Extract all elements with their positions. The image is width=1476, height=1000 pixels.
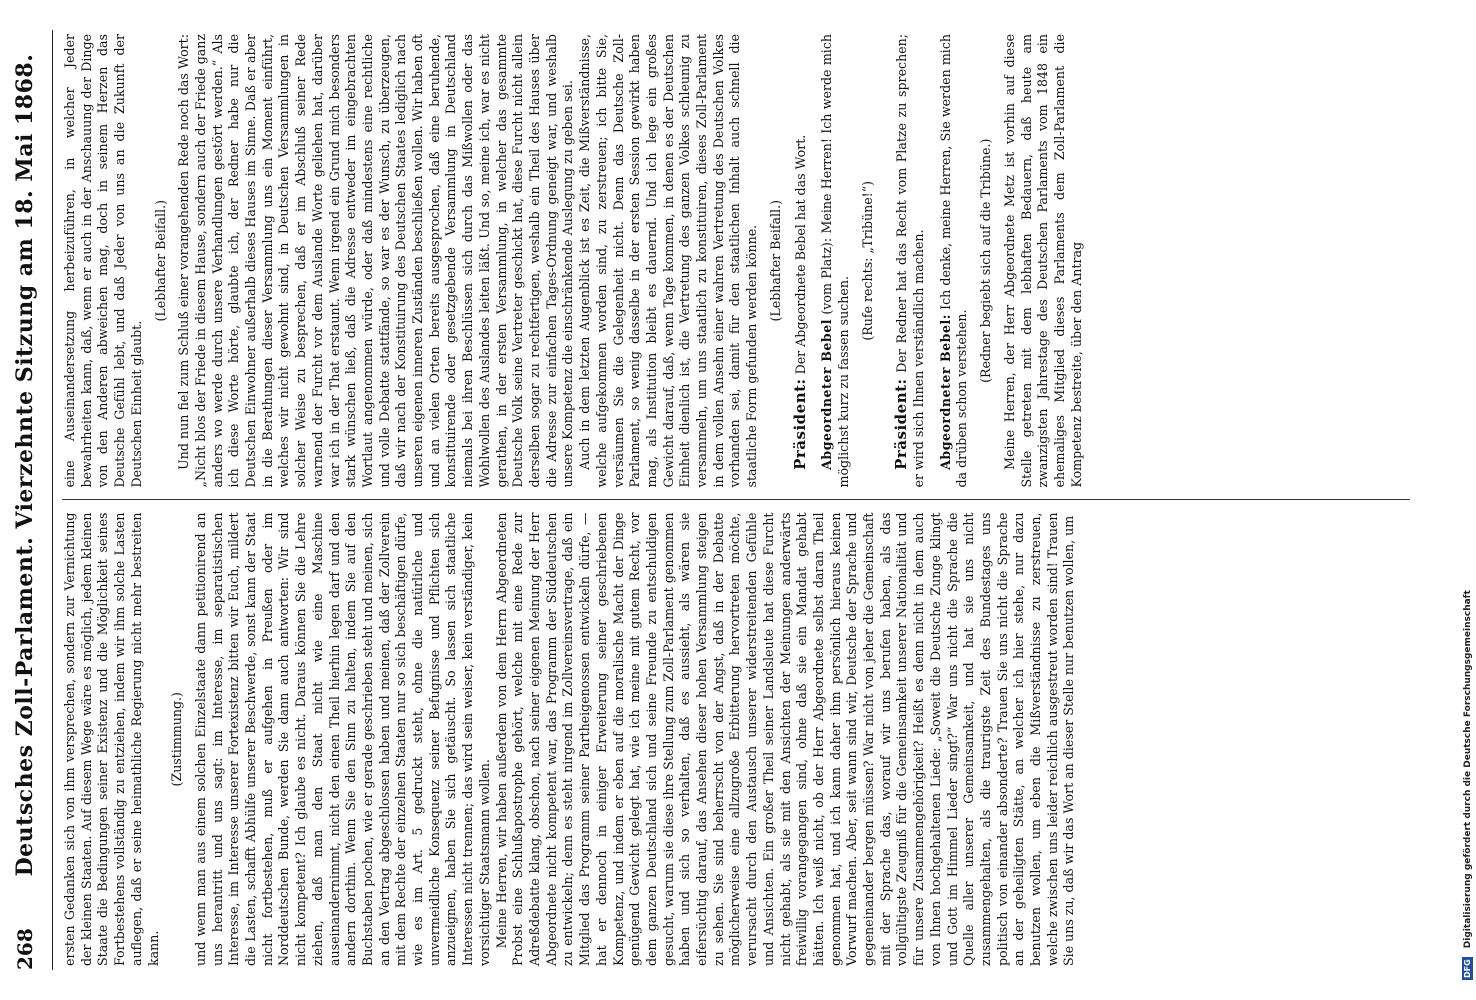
- speaker-label: Präsident:: [790, 378, 809, 470]
- paragraph: Meine Herren, wir haben außerdem von dem Herrn Abgeordneten Probst eine Schlußapostrophe gehört, welche mit eine Rede zur Adreßdebatte klang, obschon, nach seiner eigenen Meinung der Herr Abgeordnete nicht kompetent war, das Programm der Süddeutschen zu entwickeln; denn es steht nirgend im Zollvereinsvertrage, daß ein Mitglied das Programm seiner Partheigenossen entwickeln dürfe, — hat er dennoch in einiger Erweiterung seiner geschriebenen Kompetenz, und indem er eben auf die moralische Macht der Dinge genügend Gewicht gelegt hat, wie ich meine mit gutem Recht, vor dem ganzen Deutschland sich und seine Freunde zu entschuldigen gesucht, warum sie diese ihre Stellung zum Zoll-Parlament genommen haben und sich so verhalten, daß es aussieht, als wären sie eifersüchtig darauf, das Ansehen dieser hohen Versammlung steigen zu sehen. Sie sind beherrscht von der Angst, daß in der Debatte möglicherweise eine allzugroße Erbitterung hervortreten möchte, verursacht durch den Austausch unserer widerstreitenden Gefühle und Ansichten. Ein großer Theil seiner Landsleute hat diese Furcht nicht gehabt, als sie mit den Ansichten der Meinungen anderwärts freiwillig vorangegangen sind, ohne daß sie ein Mandat gehabt hätten. Ich weiß nicht, ob der Herr Abgeordnete selbst daran Theil genommen hat, und ich kann daher ihm persönlich hieraus keinen Vorwurf machen. Aber, seit wann sind wir, Deutsche der Sprache und gegeneinander bergen müssen? War nicht von jeher die Gemeinschaft mit der Sprache das, worauf wir uns berufen haben, als das vollgültigste Zeugniß für die Gemeinsamkeit unserer Nationalität und für unsere Zusammengehörigkeit? Heißt es denn nicht in dem auch von Ihnen hochgehaltenen Liede: „Soweit die Deutsche Zunge klingt und Gott im Himmel Lieder singt?“ War uns nicht die Sprache die Quelle aller unserer Gemeinsamkeit, und hat sie uns nicht zusammengehalten, als die traurigste Zeit des Bundestages uns politisch von einander absonderte? Trauen Sie uns nicht die Sprache an der geheiligten Stätte, an welcher ich hier stehe, nur dazu benutzen wollen, um eben die Mißverständnisse zu zerstreuen, welche zwischen uns leider reichlich ausgestreut worden sind! Trauen Sie uns zu, daß wir das Wort an dieser Stelle nur benutzen wollen, um: [493, 512, 1077, 966]
- paragraph: eine Auseinandersetzung herbeizuführen, in welcher Jeder bewahrheiten kann, daß, wenn er auch in der Anschauung der Dinge von den Anderen abweichen mag, doch in seinem Herzen das Deutsche Gefühl lebt, und daß Jeder von uns an die Zukunft der Deutschen Einheit glaubt.: [62, 34, 144, 488]
- speaker-label: Präsident:: [892, 378, 911, 470]
- paragraph: und wenn man aus einem solchen Einzelstaate dann petitionirend an uns herantritt und uns sagt: im Interesse, im separatistischen Interesse, im Interesse unserer Fortexistenz bitten wir Euch, mildert die Lasten, schafft Abhülfe unserer Beschwerde, sonst kann der Staat nicht fortbestehen, muß er aufgehen in Preußen oder im Norddeutschen Bunde, werden Sie dann auch antworten: Wir sind nicht kompetent? Ich glaube es nicht. Daraus können Sie die Lehre ziehen, daß man den Staat nicht wie eine Maschine auseinandernimmt, nicht den einen Theil hierhin legen darf und den andern dorthin. Wenn Sie den Sinn zu halten, indem Sie auf den Buchstaben pochen, wie er gerade geschrieben steht und meinen, sich an den Vertrag abgeschlossen haben und meinen, daß der Zollverein mit dem Rechte der einzelnen Staaten nur so sich beschäftigen dürfe, wie es im Art. 5 gedruckt steht, ohne die natürliche und unvermeidliche Konsequenz seiner Befugnisse und Pflichten sich anzueignen, haben Sie sich getäuscht. So lassen sich staatliche Interessen nicht trennen; das wird sein weiser, kein verständiger, kein vorsichtiger Staatsmann wollen.: [192, 512, 492, 966]
- speaker-label: Abgeordneter Bebel:: [937, 314, 953, 470]
- spacer: [928, 34, 938, 488]
- right-column: [62, 30, 1410, 492]
- speech-text: (vom Platz): Meine Herren! Ich werde mich möglichst kurz zu fassen suchen.: [819, 34, 851, 488]
- interjection-note: (Rufe rechts: „Tribüne!“): [859, 180, 875, 341]
- speech-text: Ich denke, meine Herren, Sie werden mich da drüben schon verstehen.: [937, 34, 970, 488]
- speech-text: Der Redner hat das Recht vom Platze zu sprechen; er wird sich Ihnen verständlich machen.: [894, 34, 927, 488]
- digitization-note: [1462, 20, 1474, 980]
- text-columns: [62, 30, 1410, 970]
- applause-note: (Lebhafter Beifall.): [152, 200, 168, 322]
- speaker-label: Abgeordneter Bebel: [819, 319, 835, 470]
- dfg-logo: DFG: [1463, 959, 1472, 978]
- paragraph: Auch in dem letzten Augenblick ist es Zeit, die Mißverständnisse, welche aufgekommen worden sind, zu zerstreuen; ich bitte Sie, versäumen Sie die Gelegenheit nicht. Denn das Deutsche Zoll-Parlament, so wenig dasselbe in der ersten Session gewirkt haben mag, als Institution bleibt es dauernd. Und ich lege ein großes Gewicht darauf, daß, wenn Tage kommen, in denen es der Deutschen Einheit dienlich ist, die Vertretung des ganzen Volkes schleunig zu versammeln, um uns staatlich zu konstituiren, dieses Zoll-Parlament in dem vollen Ansehn einer wahren Vertretung des Deutschen Volkes vorhanden sei, damit für den staatlichen Inhalt auch schnell die staatliche Form gefunden werden könne.: [577, 34, 760, 488]
- running-title: Deutsches Zoll-Parlament. Vierzehnte Sitzung am 18. Mai 1868.: [12, 53, 38, 877]
- page-header: [12, 30, 53, 970]
- column-divider: [62, 500, 1410, 501]
- speech-entry: [938, 34, 971, 488]
- paragraph: Meine Herren, der Herr Abgeordnete Metz ist vorhin auf diese Stelle getreten mit dem lebhaften Bedauern, daß heute am zwanzigsten Jahrestage des Deutschen Parlaments vom 1848 ein ehemaliges Mitglied dieses Parlaments dem Zoll-Parlament die Kompetenz bestreite, über den Antrag: [1001, 34, 1084, 488]
- speech-entry: [893, 34, 927, 488]
- stage-direction-note: (Redner begiebt sich auf die Tribüne.): [978, 138, 994, 383]
- paragraph: Und nun fiel zum Schluß einer vorangehenden Rede noch das Wort: „Nicht blos der Friede in diesem Hause, sondern auch der Friede ganz anders wo werde durch unsere Verhandlungen gestört werden.“ Als ich diese Worte hörte, glaubte ich, der Redner habe nur die Deutschen Einwohner außerhalb dieses Hauses im Sinne. Daß er aber in die Berathungen dieser Versammlung uns ein Moment einführt, welches wir nicht gewohnt sind, in Deutschen Versammlungen in solcher Weise zu besprechen, daß er im Abschluß seiner Rede warnend der Furcht vor dem Auslande Worte geliehen hat, darüber war ich in der That erstaunt. Wenn irgend ein Grund mich besonders stark wünschen ließ, daß die Adresse entweder im eingebrachten Wortlaut angenommen würde, oder daß mindestens eine rechtliche und volle Debatte stattfände, so war es der Wunsch, zu überzeugen, daß wir nach der Konstituirung des Deutschen Staates lediglich nach unseren eigenen inneren Zuständen beschließen wollen. Wir haben oft und an vielen Orten bereits ausgesprochen, daß eine beruhende, konstituirende oder gesetzgebende Versammlung in Deutschland niemals bei ihren Beschlüssen sich durch das Mißwollen oder das Wohlwollen des Auslandes leiten läßt. Und so, meine ich, war es nicht gerathen, in der ersten Versammlung, in welcher das gesammte Deutsche Volk seine Vertreter geschickt hat, diese Furcht nicht allein derselben sogar zu rechtfertigen, weshalb ein Theil des Hauses über die Adresse zur einfachen Tages-Ordnung geneigt war, und weshalb unsere Kompetenz die einschränkende Auslegung zu geben sei.: [176, 33, 576, 488]
- applause-note: (Lebhafter Beifall.): [767, 200, 783, 322]
- applause-note: (Zustimmung.): [169, 692, 185, 787]
- paragraph: ersten Gedanken sich von ihm versprechen, sondern zur Vernichtung der kleinen Staaten. Auf diesem Wege wäre es möglich, jedem kleinen Staate die Bedingungen seiner Existenz und die Möglichkeit seines Fortbestehens vollständig zu entziehen, indem wir ihm solche Lasten auflegen, daß er seine heimathliche Regierung nicht mehr bestreiten kann.: [62, 512, 161, 966]
- digitization-text: Digitalisierung gefördert durch die Deutsche Forschungsgemeinschaft: [1463, 590, 1473, 949]
- spacer: [809, 34, 819, 488]
- speech-entry: [819, 34, 852, 488]
- speech-text: Der Abgeordnete Bebel hat das Wort.: [792, 134, 808, 375]
- speech-entry: [792, 34, 810, 488]
- left-column: [62, 509, 1410, 971]
- page-number: 268: [13, 928, 37, 970]
